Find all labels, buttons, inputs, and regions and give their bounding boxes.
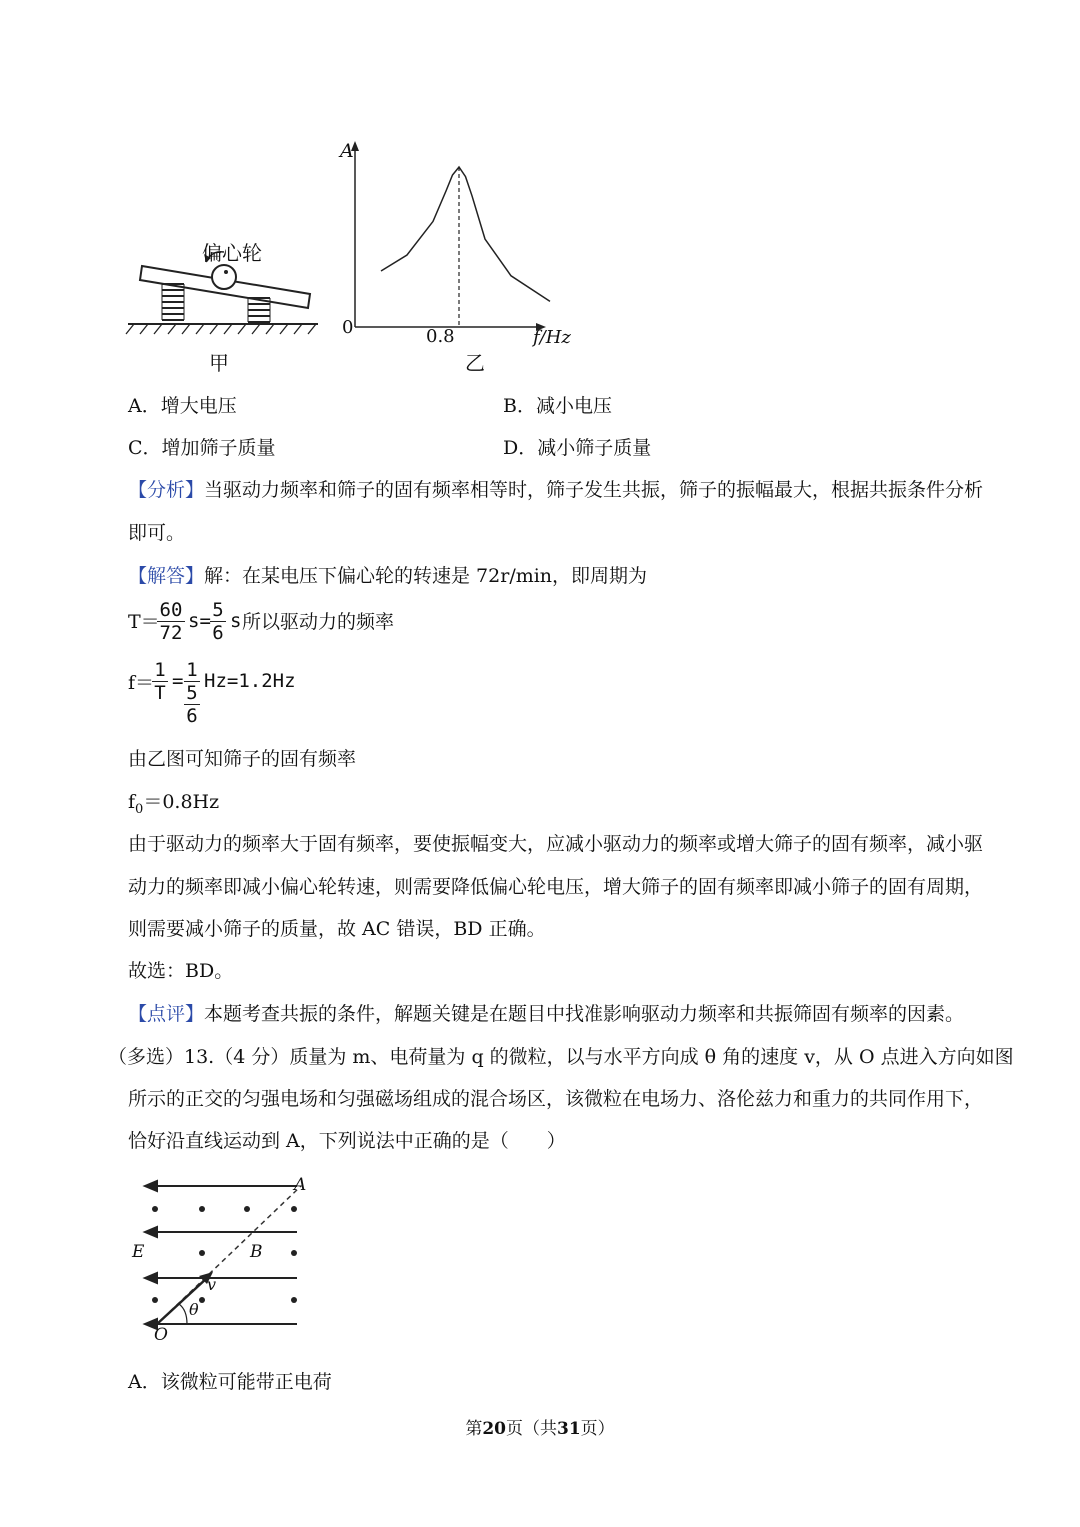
f0-base: f <box>128 791 136 813</box>
footer-prefix: 第 <box>465 1419 483 1439</box>
eq1-f2-den: 6 <box>210 621 226 644</box>
footer-middle: 页（共 <box>506 1419 557 1439</box>
label-theta: θ <box>189 1300 199 1319</box>
resonance-chart <box>330 135 580 350</box>
eq2-lhs: f＝ <box>128 672 155 694</box>
option-d: D．减小筛子质量 <box>503 437 652 459</box>
magnetic-field-dots <box>152 1206 297 1303</box>
eq2-fraction-1 <box>152 659 168 704</box>
analysis-text: 当驱动力频率和筛子的固有频率相等时，筛子发生共振，筛子的振幅最大，根据共振条件分析 <box>204 479 984 501</box>
footer-total-pages: 31 <box>557 1419 581 1439</box>
natural-freq-line: 由乙图可知筛子的固有频率 <box>128 748 357 770</box>
eq1-f1-den: 72 <box>157 621 185 644</box>
peak-tick-label: 0.8 <box>426 326 455 347</box>
option-a: A．增大电压 <box>128 395 237 417</box>
solution-tag: 【解答】 <box>128 565 205 587</box>
footer-page-number: 20 <box>482 1419 506 1439</box>
eq1-unit-1: s= <box>188 610 211 632</box>
f0-sub: 0 <box>135 801 144 817</box>
eq2-f2-num: 1 <box>186 659 198 681</box>
resonance-curve <box>381 167 550 301</box>
label-o: O <box>154 1325 168 1345</box>
eccentric-wheel-label: 偏心轮 <box>202 241 262 265</box>
comment-line <box>128 1002 964 1026</box>
graph-caption: 乙 <box>465 351 485 375</box>
f0-value: ＝0.8Hz <box>143 791 220 813</box>
option-b: B．减小电压 <box>503 395 612 417</box>
x-axis-label: f/Hz <box>533 327 571 348</box>
solution-text: 解：在某电压下偏心轮的转速是 72r/min，即周期为 <box>204 565 648 587</box>
eq1-f2-num: 5 <box>212 599 224 621</box>
y-axis-label: A <box>340 140 354 162</box>
label-v: v <box>207 1275 217 1294</box>
q13-line-2: 所示的正交的匀强电场和匀强磁场组成的混合场区，该微粒在电场力、洛伦兹力和重力的共同作用下， <box>128 1088 984 1110</box>
explanation-line-3: 则需要减小筛子的质量，故 AC 错误，BD 正确。 <box>128 918 546 940</box>
eq1-fraction-1 <box>157 599 185 644</box>
eq1-unit-2: s <box>230 610 242 632</box>
f0-line <box>128 790 219 822</box>
comment-tag: 【点评】 <box>128 1003 205 1025</box>
solution-line <box>128 564 647 588</box>
analysis-tag: 【分析】 <box>128 479 205 501</box>
eq1-f1-num: 60 <box>159 599 183 621</box>
analysis-line <box>128 478 983 502</box>
eq1-lhs: T＝ <box>128 611 160 633</box>
eq2-fraction-2 <box>184 659 200 727</box>
eq2-f1-den: T <box>152 681 168 704</box>
eq2-f2-den-den: 6 <box>184 704 200 727</box>
label-b: B <box>250 1242 263 1262</box>
label-a: A <box>294 1175 307 1195</box>
field-figure <box>125 1170 325 1350</box>
left-spring <box>162 284 184 320</box>
answer-choice: 故选：BD。 <box>128 960 234 982</box>
eccentric-wheel <box>212 265 236 289</box>
eq2-tail: Hz=1.2Hz <box>204 670 296 692</box>
analysis-line-2: 即可。 <box>128 522 186 544</box>
explanation-line-2: 动力的频率即减小偏心轮转速，则需要降低偏心轮电压，增大筛子的固有频率即减小筛子的固有周期， <box>128 876 984 898</box>
explanation-line-1: 由于驱动力的频率大于固有频率，要使振幅变大，应减小驱动力的频率或增大筛子的固有频率，减小驱 <box>128 833 984 855</box>
eq2-f1-num: 1 <box>154 659 166 681</box>
eq2-equals: = <box>172 670 184 692</box>
q13-option-a: A．该微粒可能带正电荷 <box>128 1371 332 1393</box>
origin-label: 0 <box>342 317 354 338</box>
comment-text: 本题考查共振的条件，解题关键是在题目中找准影响驱动力频率和共振筛固有频率的因素。 <box>204 1003 965 1025</box>
page-footer <box>0 1414 1080 1439</box>
eq2-f2-den-num: 5 <box>184 681 200 704</box>
q13-line-1: （多选）13.（4 分）质量为 m、电荷量为 q 的微粒，以与水平方向成 θ 角的速度 v，从 O 点进入方向如图 <box>108 1046 1014 1068</box>
q13-line-3: 恰好沿直线运动到 A，下列说法中正确的是（ ） <box>128 1130 566 1152</box>
eq1-fraction-2 <box>210 599 226 644</box>
device-caption: 甲 <box>209 351 229 375</box>
eq1-tail: 所以驱动力的频率 <box>242 611 395 633</box>
option-c: C．增加筛子质量 <box>128 437 276 459</box>
label-e: E <box>132 1242 145 1262</box>
footer-suffix: 页） <box>580 1419 615 1439</box>
